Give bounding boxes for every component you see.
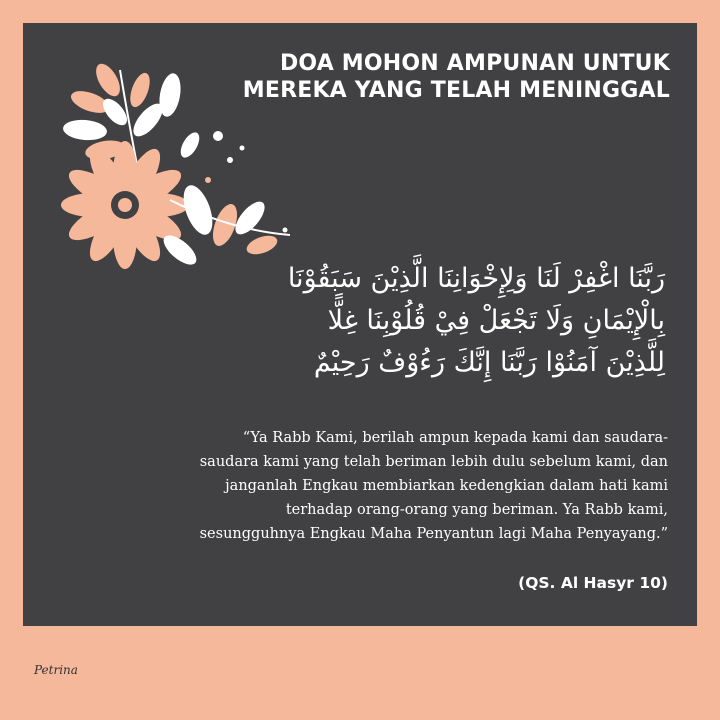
verse-reference: (QS. Al Hasyr 10) xyxy=(518,574,668,592)
arabic-line-3: لِلَّذِيْنَ آمَنُوْا رَبَّنَا إِنَّكَ رَءُوْفٌ رَحِيْمٌ xyxy=(313,347,665,378)
author-signature: Petrina xyxy=(34,663,78,677)
arabic-line-1: رَبَّنَا اغْفِرْ لَنَا وَلِإِخْوَانِنَا الَّذِيْنَ سَبَقُوْنَا xyxy=(287,263,665,294)
translation-line-1: “Ya Rabb Kami, berilah ampun kepada kami dan saudara- xyxy=(242,430,668,446)
translation-line-5: sesungguhnya Engkau Maha Penyantun lagi Maha Penyayang.” xyxy=(199,526,668,542)
arabic-line-2: بِالْإِيْمَانِ وَلَا تَجْعَلْ فِيْ قُلُوْبِنَا غِلًّا xyxy=(327,305,665,336)
side-leaves xyxy=(159,181,290,269)
arabic-verse xyxy=(105,258,665,384)
translation-line-2: saudara kami yang telah beriman lebih dulu sebelum kami, dan xyxy=(199,454,668,470)
translation-line-3: janganlah Engkau membiarkan kedengkian dalam hati kami xyxy=(225,478,668,494)
title-line-2: MEREKA YANG TELAH MENINGGAL xyxy=(242,78,670,103)
verse-translation xyxy=(68,426,668,546)
page-title xyxy=(230,50,670,104)
title-line-1: DOA MOHON AMPUNAN UNTUK xyxy=(279,51,670,76)
translation-line-4: terhadap orang-orang yang beriman. Ya Rabb kami, xyxy=(285,502,668,518)
